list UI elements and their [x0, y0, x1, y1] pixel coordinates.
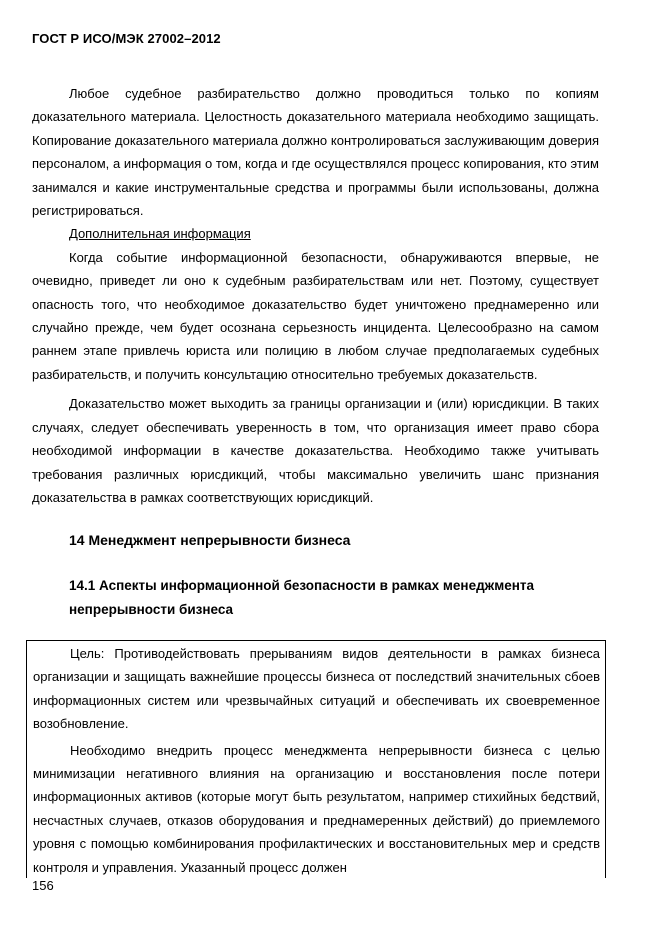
goal-paragraph: Цель: Противодействовать прерываниям видов деятельности в рамках бизнеса организации и защищать важнейшие процессы бизнеса от последствий значительных сбоев информационных систем или чрезвычайных ситуаций и обеспечивать их своевременное возобновление. — [33, 646, 600, 732]
section-heading: 14 Менеджмент непрерывности бизнеса — [69, 532, 351, 549]
subsection-heading-line1: 14.1 Аспекты информационной безопасности в рамках менеджмента — [69, 578, 534, 594]
subsection-heading — [32, 574, 599, 622]
continuity-process-paragraph: Необходимо внедрить процесс менеджмента непрерывности бизнеса с целью минимизации негативного влияния на организацию и восстановления после потери информационных активов (которые могут быть результатом, например стихийных бедствий, несчастных случаев, отказов оборудования и преднамеренных действий) до приемлемого уровня с помощью комбинирования профилактических и восстановительных мер и средств контроля и управления. Указанный процесс должен — [33, 742, 600, 875]
goal-box — [26, 640, 606, 878]
paragraph-jurisdiction: Доказательство может выходить за границы организации и (или) юрисдикции. В таких случаях, следует обеспечивать уверенность в том, что организация имеет право сбора необходимой информации в качестве доказательства. Необходимо также учитывать требования различных юрисдикций, чтобы максимально увеличить шанс признания доказательства в рамках соответствующих юрисдикций. — [32, 396, 599, 505]
subsection-heading-line2: непрерывности бизнеса — [69, 602, 234, 618]
additional-info-heading — [32, 222, 599, 245]
paragraph-incident-evidence: Когда событие информационной безопасности, обнаруживаются впервые, не очевидно, приведет ли оно к судебным разбирательствам или нет. Поэтому, существует опасность того, что необходимое доказательство будет уничтожено преднамеренно или случайно прежде, чем будет осознана серьезность инцидента. Целесообразно на самом раннем этапе привлечь юриста или полицию в любом случае предполагаемых судебных разбирательств, и получить консультацию относительно требуемых доказательств. — [32, 249, 599, 382]
document-header: ГОСТ Р ИСО/МЭК 27002–2012 — [32, 31, 221, 46]
goal-box-content — [33, 642, 600, 879]
page-number: 156 — [32, 878, 54, 893]
paragraph-copies-of-evidence: Любое судебное разбирательство должно проводиться только по копиям доказательного материала. Целостность доказательного материала необходимо защищать. Копирование доказательного материала должно контролироваться заслуживающим доверия персоналом, а информация о том, когда и где осуществлялся процесс копирования, кто этим занимался и какие инструментальные средства и программы были использованы, должна регистрироваться. — [32, 86, 599, 219]
page-body — [32, 82, 599, 622]
additional-info-heading-text: Дополнительная информация — [69, 226, 251, 242]
